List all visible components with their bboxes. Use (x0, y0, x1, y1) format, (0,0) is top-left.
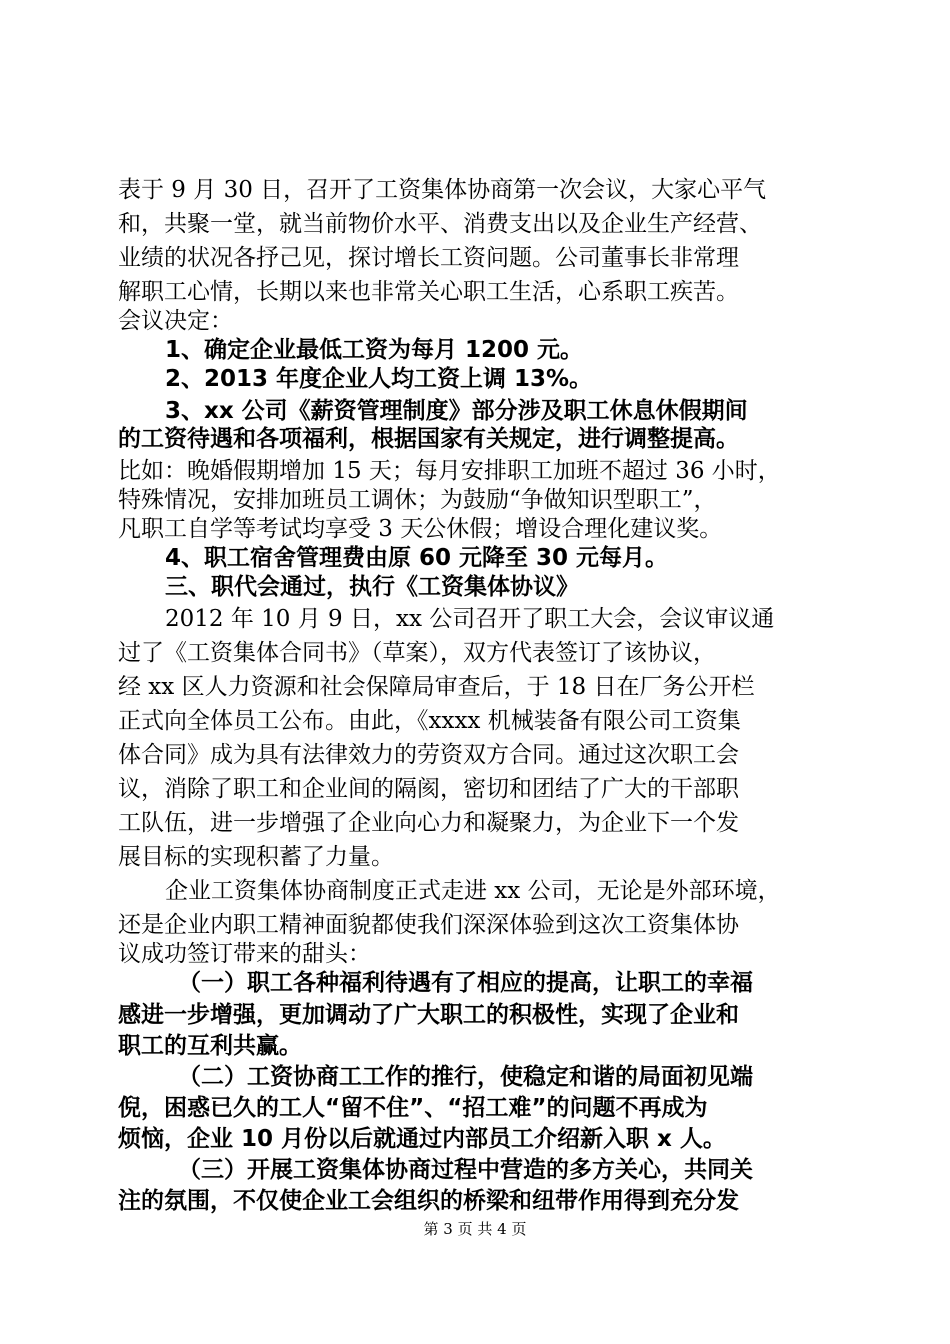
body-line: 体合同》成为具有法律效力的劳资双方合同。通过这次职工会 (118, 742, 739, 768)
body-line: 议成功签订带来的甜头： (118, 941, 371, 967)
body-line: 正式向全体员工公布。由此，《xxxx 机械装备有限公司工资集 (118, 708, 741, 734)
body-line: 业绩的状况各抒己见，探讨增长工资问题。公司董事长非常理 (118, 245, 739, 271)
body-line: 企业工资集体协商制度正式走进 xx 公司，无论是外部环境， (165, 878, 781, 904)
body-line: （三）开展工资集体协商过程中营造的多方关心，共同关 (178, 1157, 753, 1183)
body-line: 工队伍，进一步增强了企业向心力和凝聚力，为企业下一个发 (118, 810, 739, 836)
body-line: 经 xx 区人力资源和社会保障局审查后，于 18 日在厂务公开栏 (118, 674, 755, 700)
body-line: 烦恼，企业 10 月份以后就通过内部员工介绍新入职 x 人。 (118, 1126, 726, 1152)
body-line: 还是企业内职工精神面貌都使我们深深体验到这次工资集体协 (118, 912, 739, 938)
body-line: 表于 9 月 30 日，召开了工资集体协商第一次会议，大家心平气 (118, 177, 767, 203)
body-line: 倪，困惑已久的工人“留不住”、“招工难”的问题不再成为 (118, 1095, 708, 1121)
body-line: 的工资待遇和各项福利，根据国家有关规定，进行调整提高。 (118, 426, 739, 452)
body-line: （二）工资协商工工作的推行，使稳定和谐的局面初见端 (178, 1064, 753, 1090)
body-line: 展目标的实现积蓄了力量。 (118, 844, 394, 870)
body-line: 和，共聚一堂，就当前物价水平、消费支出以及企业生产经营、 (118, 211, 762, 237)
body-line: 3、xx 公司《薪资管理制度》部分涉及职工休息休假期间 (165, 398, 748, 424)
body-line: 议，消除了职工和企业间的隔阂，密切和团结了广大的干部职 (118, 776, 739, 802)
section-heading: 三、职代会通过，执行《工资集体协议》 (165, 574, 579, 600)
body-line: 凡职工自学等考试均享受 3 天公休假；增设合理化建议奖。 (118, 516, 723, 542)
body-line: 过了《工资集体合同书》（草案），双方代表签订了该协议， (118, 640, 716, 666)
body-line: 解职工心情，长期以来也非常关心职工生活，心系职工疾苦。 (118, 279, 739, 305)
body-line: 1、确定企业最低工资为每月 1200 元。 (165, 337, 584, 363)
page-number-footer: 第 3 页 共 4 页 (423, 1220, 527, 1238)
body-line: 会议决定： (118, 308, 233, 334)
body-line: 职工的互利共赢。 (118, 1033, 302, 1059)
body-line: 感进一步增强，更加调动了广大职工的积极性，实现了企业和 (118, 1002, 739, 1028)
body-line: 2、2013 年度企业人均工资上调 13%。 (165, 366, 593, 392)
body-line: 注的氛围，不仅使企业工会组织的桥梁和纽带作用得到充分发 (118, 1188, 739, 1214)
body-line: 4、职工宿舍管理费由原 60 元降至 30 元每月。 (165, 545, 669, 571)
body-line: 比如：晚婚假期增加 15 天；每月安排职工加班不超过 36 小时， (118, 458, 781, 484)
body-line: 特殊情况，安排加班员工调休；为鼓励“争做知识型职工”， (118, 487, 717, 513)
body-line: （一）职工各种福利待遇有了相应的提高，让职工的幸福 (178, 970, 753, 996)
body-line: 2012 年 10 月 9 日，xx 公司召开了职工大会，会议审议通 (165, 606, 775, 632)
